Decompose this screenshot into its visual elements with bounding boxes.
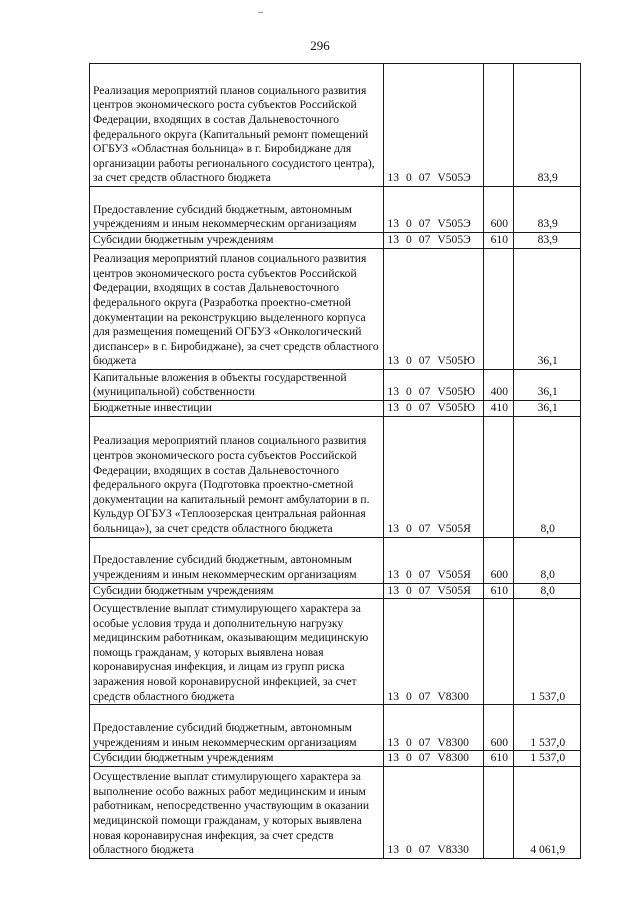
row-vr: [484, 249, 514, 370]
code-pr: 07: [418, 735, 431, 749]
code-csr: V8300: [437, 735, 469, 749]
row-name: Субсидии бюджетным учреждениям: [90, 233, 384, 249]
code-gr: 13: [387, 401, 399, 414]
budget-table-body: [90, 64, 581, 859]
code-gr: 13: [387, 233, 399, 247]
row-vr: [484, 416, 514, 537]
row-code: [384, 64, 484, 187]
row-code: [384, 416, 484, 537]
row-vr: 600: [484, 187, 514, 233]
row-name: Бюджетные инвестиции: [90, 401, 384, 417]
row-vr: 600: [484, 537, 514, 583]
row-vr: 610: [484, 583, 514, 599]
row-code: [384, 233, 484, 249]
row-code: [384, 766, 484, 858]
code-r: 0: [405, 217, 412, 231]
row-vr: 400: [484, 370, 514, 401]
code-r: 0: [405, 568, 412, 581]
code-csr: V8330: [437, 843, 469, 857]
code-csr: V505Ю: [437, 354, 476, 368]
code-r: 0: [405, 751, 412, 765]
row-vr: [484, 64, 514, 187]
code-pr: 07: [418, 689, 431, 703]
row-code: [384, 370, 484, 401]
row-name: Реализация мероприятий планов социального развития центров экономического роста субъектов Российской Федерации, входящих в состав Дальневосточного федерального округа (Капитальный ремонт помещений ОГБУЗ «Областная больница» в г. Биробиджане для организации работы регионального сосудистого центра), за счет средств областного бюджета: [90, 64, 384, 187]
row-code: [384, 751, 484, 767]
row-amount: 8,0: [514, 537, 581, 583]
code-pr: 07: [418, 354, 431, 368]
code-r: 0: [405, 233, 412, 247]
row-code: [384, 583, 484, 599]
row-amount: 8,0: [514, 416, 581, 537]
code-gr: 13: [387, 385, 399, 399]
row-code: [384, 401, 484, 417]
row-name: Реализация мероприятий планов социального развития центров экономического роста субъектов Российской Федерации, входящих в состав Дальневосточного федерального округа (Подготовка проектно-сметной документации на капитальный ремонт амбулатории в п. Кульдур ОГБУЗ «Теплоозерская центральная районная больница»), за счет средств областного бюджета: [90, 416, 384, 537]
code-pr: 07: [418, 401, 431, 414]
code-gr: 13: [387, 843, 399, 857]
row-amount: 4 061,9: [514, 766, 581, 858]
code-gr: 13: [387, 583, 399, 597]
row-amount: 36,1: [514, 370, 581, 401]
row-code: [384, 187, 484, 233]
code-gr: 13: [387, 171, 399, 185]
code-csr: V505Э: [437, 217, 471, 231]
row-amount: 83,9: [514, 64, 581, 187]
code-pr: 07: [418, 233, 431, 247]
row-vr: [484, 599, 514, 705]
code-csr: V505Ю: [437, 385, 476, 399]
page-number: 296: [310, 38, 330, 53]
code-pr: 07: [418, 217, 431, 231]
row-code: [384, 249, 484, 370]
code-pr: 07: [418, 843, 431, 857]
row-amount: 83,9: [514, 187, 581, 233]
row-name: Предоставление субсидий бюджетным, автономным учреждениям и иным некоммерческим организациям: [90, 187, 384, 233]
code-pr: 07: [418, 568, 431, 581]
row-name: Реализация мероприятий планов социального развития центров экономического роста субъектов Российской Федерации, входящих в состав Дальневосточного федерального округа (Разработка проектно-сметной документации на реконструкцию выделенного корпуса для размещения помещений ОГБУЗ «Онкологический диспансер» в г. Биробиджане), за счет средств областного бюджета: [90, 249, 384, 370]
row-amount: 1 537,0: [514, 705, 581, 751]
row-vr: [484, 766, 514, 858]
code-gr: 13: [387, 735, 399, 749]
code-r: 0: [405, 401, 412, 414]
row-code: [384, 599, 484, 705]
row-name: Осуществление выплат стимулирующего характера за выполнение особо важных работ медицинским и иным работникам, непосредственно участвующим в оказании медицинской помощи гражданам, у которых выявлена новая коронавирусная инфекция, за счет средств областного бюджета: [90, 766, 384, 858]
row-amount: 8,0: [514, 583, 581, 599]
code-pr: 07: [418, 171, 431, 185]
row-vr: 610: [484, 751, 514, 767]
row-vr: 410: [484, 401, 514, 417]
code-pr: 07: [418, 385, 431, 399]
code-csr: V505Ю: [437, 401, 476, 414]
code-csr: V505Я: [437, 583, 471, 597]
code-r: 0: [405, 689, 412, 703]
row-name: Предоставление субсидий бюджетным, автономным учреждениям и иным некоммерческим организациям: [90, 705, 384, 751]
code-csr: V505Я: [437, 568, 471, 581]
code-gr: 13: [387, 689, 399, 703]
code-csr: V8300: [437, 689, 469, 703]
code-r: 0: [405, 843, 412, 857]
code-gr: 13: [387, 217, 399, 231]
code-r: 0: [405, 522, 412, 535]
row-amount: 1 537,0: [514, 751, 581, 767]
code-r: 0: [405, 385, 412, 399]
code-gr: 13: [387, 751, 399, 765]
row-code: [384, 705, 484, 751]
code-csr: V505Э: [437, 233, 471, 247]
scan-speck: [258, 12, 263, 13]
row-amount: 83,9: [514, 233, 581, 249]
row-name: Предоставление субсидий бюджетным, автономным учреждениям и иным некоммерческим организациям: [90, 537, 384, 583]
row-code: [384, 537, 484, 583]
code-pr: 07: [418, 522, 431, 535]
code-pr: 07: [418, 583, 431, 597]
code-pr: 07: [418, 751, 431, 765]
code-r: 0: [405, 171, 412, 185]
code-r: 0: [405, 735, 412, 749]
row-vr: 600: [484, 705, 514, 751]
code-gr: 13: [387, 568, 399, 581]
row-name: Капитальные вложения в объекты государственной (муниципальной) собственности: [90, 370, 384, 401]
code-r: 0: [405, 583, 412, 597]
code-r: 0: [405, 354, 412, 368]
code-gr: 13: [387, 354, 399, 368]
row-vr: 610: [484, 233, 514, 249]
code-csr: V505Я: [437, 522, 471, 535]
code-csr: V505Э: [437, 171, 471, 185]
code-csr: V8300: [437, 751, 469, 765]
code-gr: 13: [387, 522, 399, 535]
row-amount: 36,1: [514, 401, 581, 417]
row-name: Осуществление выплат стимулирующего характера за особые условия труда и дополнительную нагрузку медицинским работникам, оказывающим медицинскую помощь гражданам, у которых выявлена новая коронавирусная инфекция, и лицам из групп риска заражения новой коронавирусной инфекцией, за счет средств областного бюджета: [90, 599, 384, 705]
row-name: Субсидии бюджетным учреждениям: [90, 751, 384, 767]
row-name: Субсидии бюджетным учреждениям: [90, 583, 384, 599]
row-amount: 36,1: [514, 249, 581, 370]
row-amount: 1 537,0: [514, 599, 581, 705]
budget-table: [89, 63, 581, 859]
